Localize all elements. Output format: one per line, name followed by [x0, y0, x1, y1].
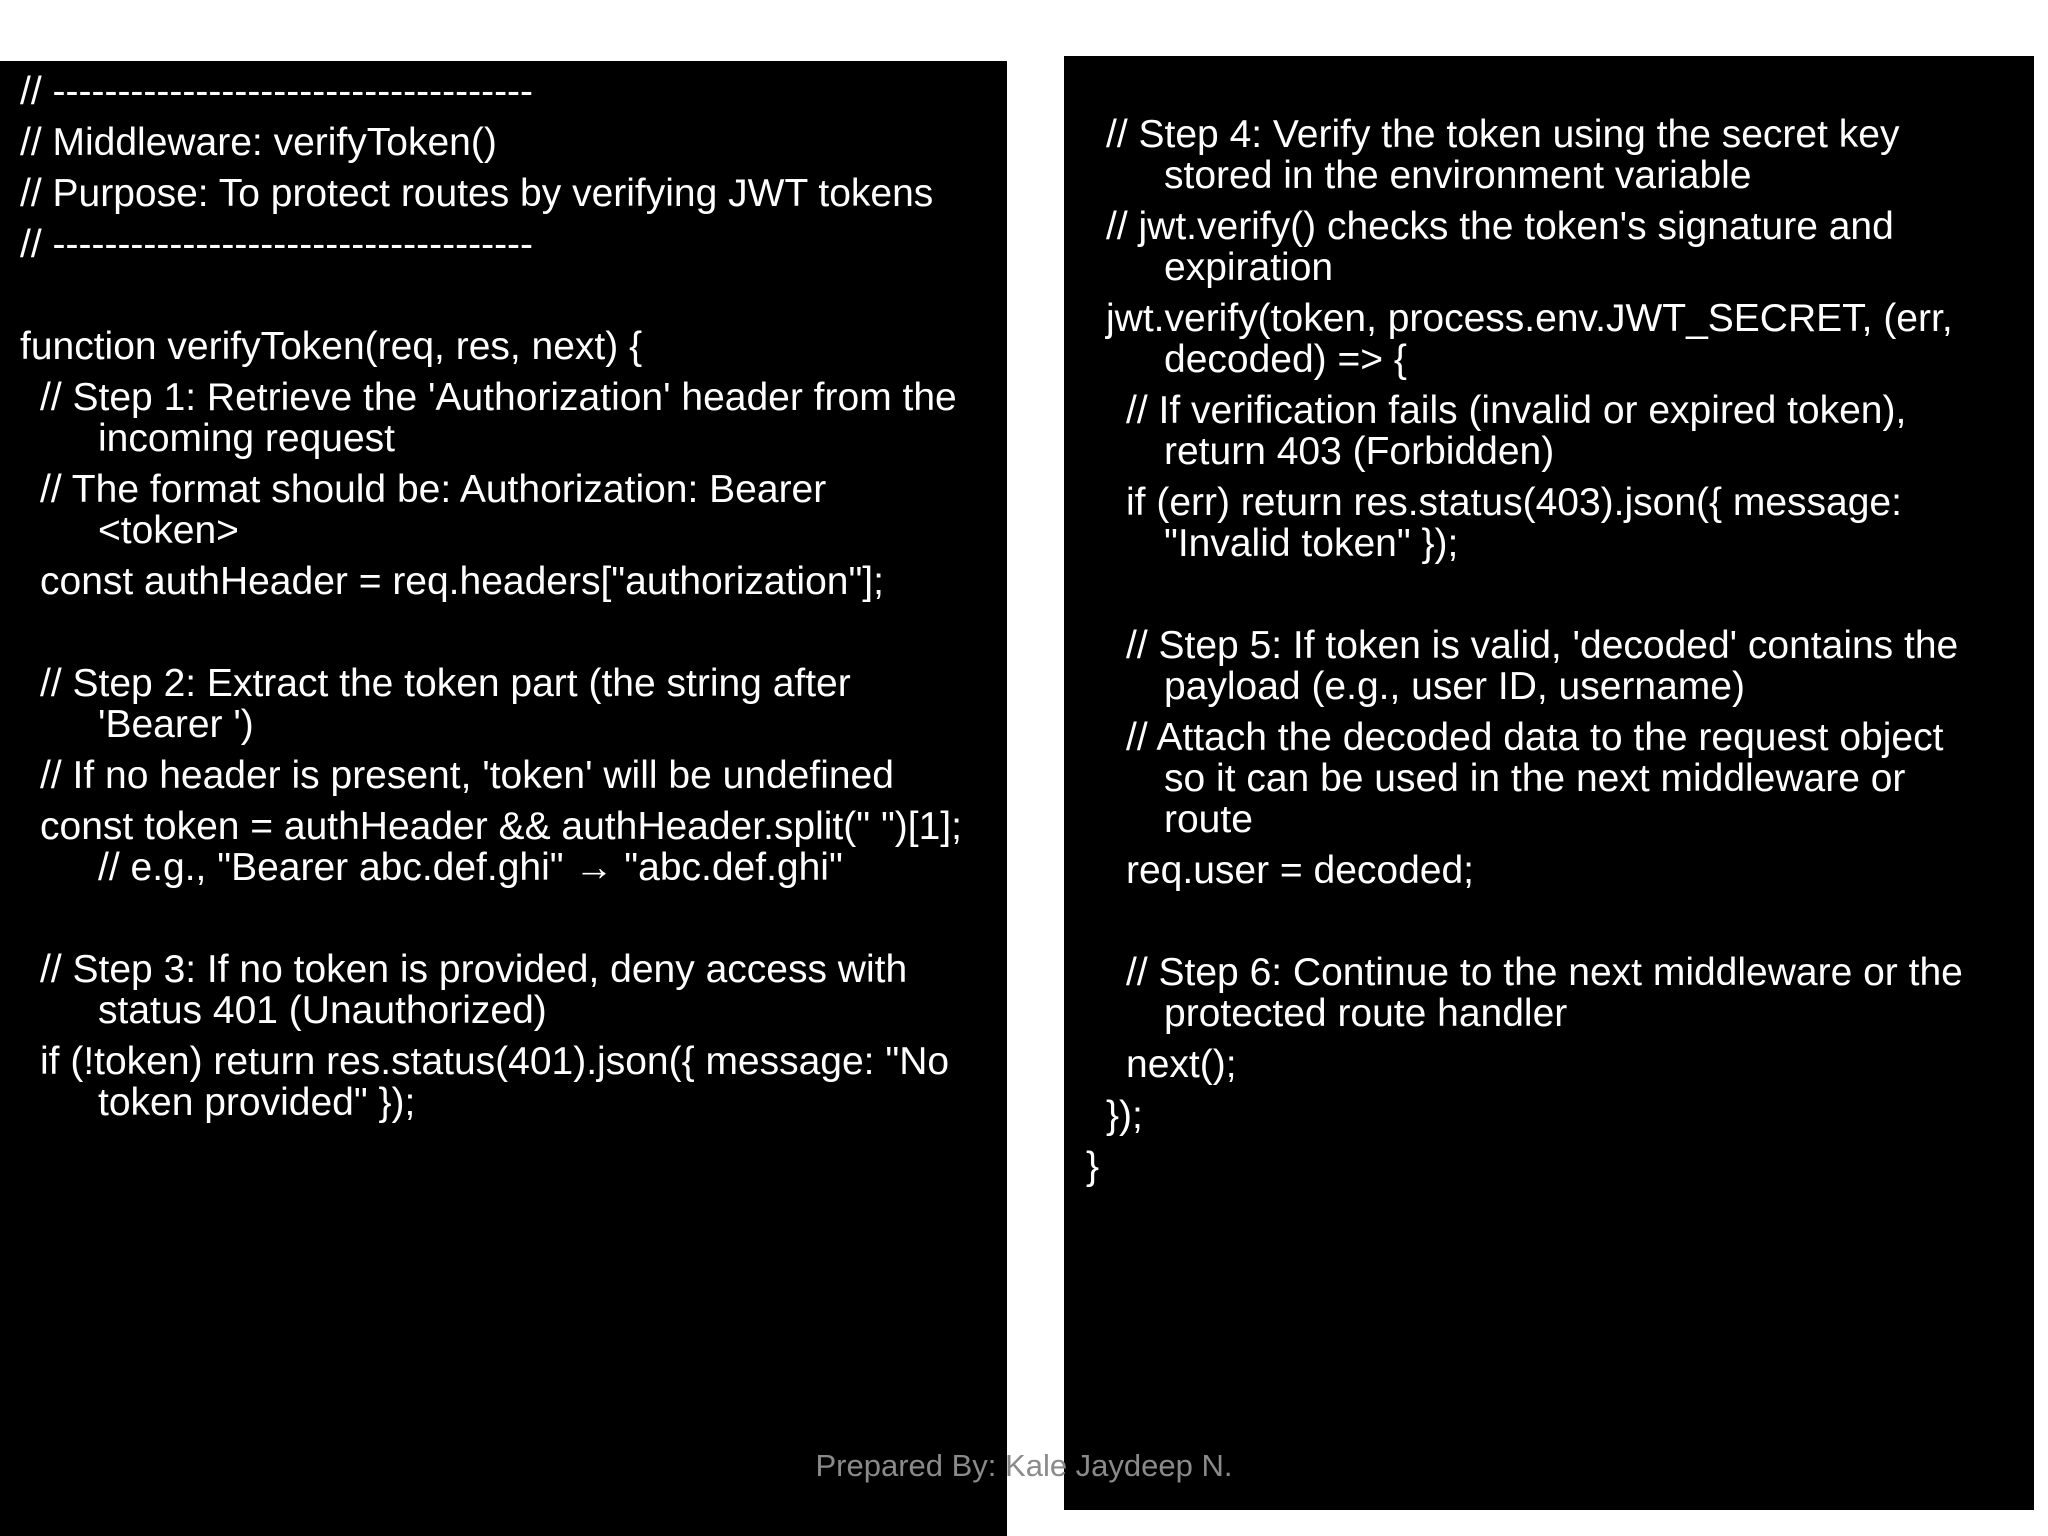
footer-credit: Prepared By: Kale Jaydeep N. — [815, 1448, 1233, 1483]
code-line: function verifyToken(req, res, next) { — [20, 325, 643, 368]
code-line: // Step 6: Continue to the next middleware or the — [1126, 951, 1963, 994]
code-line: // Step 4: Verify the token using the secret key — [1106, 113, 1900, 156]
code-line: payload (e.g., user ID, username) — [1164, 665, 1745, 708]
code-line: // Step 5: If token is valid, 'decoded' contains the — [1126, 624, 1959, 667]
code-line: // Step 1: Retrieve the 'Authorization' header from the — [40, 376, 957, 419]
code-line: next(); — [1126, 1043, 1237, 1086]
code-line: jwt.verify(token, process.env.JWT_SECRET, (err, — [1106, 297, 1953, 340]
code-line: status 401 (Unauthorized) — [98, 989, 547, 1032]
code-line: // If verification fails (invalid or expired token), — [1126, 389, 1907, 432]
code-line: // The format should be: Authorization: Bearer — [40, 468, 827, 511]
code-line: token provided" }); — [98, 1081, 416, 1124]
code-line: decoded) => { — [1164, 338, 1407, 381]
code-line: incoming request — [98, 417, 395, 460]
code-line: // Attach the decoded data to the request object — [1126, 716, 1944, 759]
code-panel-left — [0, 61, 1007, 1536]
code-line: // jwt.verify() checks the token's signature and — [1106, 205, 1894, 248]
code-line: // ------------------------------------- — [20, 223, 534, 266]
code-panel-right — [1064, 56, 2034, 1510]
code-line: if (err) return res.status(403).json({ message: — [1126, 481, 1902, 524]
code-line: "Invalid token" }); — [1164, 522, 1459, 565]
code-line: const token = authHeader && authHeader.split(" ")[1]; — [40, 805, 962, 848]
code-line: protected route handler — [1164, 992, 1568, 1035]
code-line: req.user = decoded; — [1126, 849, 1474, 892]
code-line: stored in the environment variable — [1164, 154, 1752, 197]
code-line: route — [1164, 798, 1253, 841]
code-line: // Purpose: To protect routes by verifying JWT tokens — [20, 172, 934, 215]
code-line: <token> — [98, 509, 239, 552]
code-line: expiration — [1164, 246, 1334, 289]
code-line: // Middleware: verifyToken() — [20, 121, 497, 164]
code-line: // e.g., "Bearer abc.def.ghi" → "abc.def.ghi" — [98, 846, 843, 889]
code-line: return 403 (Forbidden) — [1164, 430, 1555, 473]
code-line: const authHeader = req.headers["authorization"]; — [40, 560, 884, 603]
code-line: // If no header is present, 'token' will be undefined — [40, 754, 894, 797]
code-line: // Step 2: Extract the token part (the string after — [40, 662, 851, 705]
code-line: }); — [1106, 1094, 1143, 1137]
code-line: 'Bearer ') — [98, 703, 254, 746]
code-line: // ------------------------------------- — [20, 70, 534, 113]
code-line: } — [1086, 1145, 1100, 1188]
code-line: if (!token) return res.status(401).json({ message: "No — [40, 1040, 950, 1083]
code-line: // Step 3: If no token is provided, deny access with — [40, 948, 908, 991]
code-line: so it can be used in the next middleware or — [1164, 757, 1906, 800]
